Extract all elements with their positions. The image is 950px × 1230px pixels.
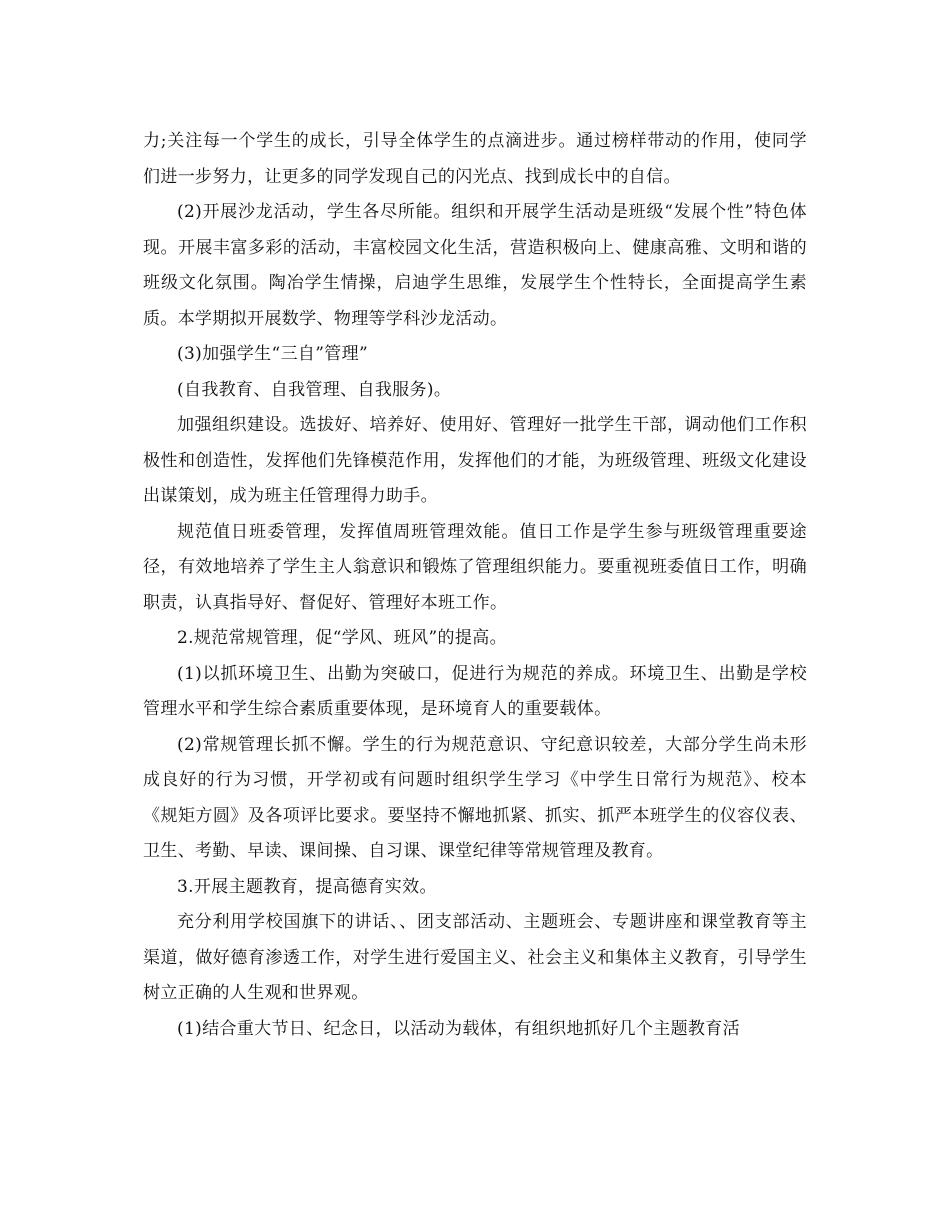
section-heading-3: 3.开展主题教育，提高德育实效。 (177, 876, 437, 897)
section-heading-2: 2.规范常规管理，促“学风、班风”的提高。 (177, 628, 507, 648)
paragraph-9: 充分利用学校国旗下的讲话、、团支部活动、主题班会、专题讲座和课堂教育等主渠道，做好德育渗透工作，对学生进行爱国主义、社会主义和集体主义教育，引导学生树立正确的人生观和世界观。 (143, 912, 807, 1003)
paragraph-5: 加强组织建设。选拔好、培养好、使用好、管理好一批学生干部，调动他们工作积极性和创造性，发挥他们先锋模范作用，发挥他们的才能，为班级管理、班级文化建设出谋策划，成为班主任管理得力助手。 (143, 415, 807, 506)
paragraph-6: 规范值日班委管理，发挥值周班管理效能。值日工作是学生参与班级管理重要途径，有效地培养了学生主人翁意识和锻炼了管理组织能力。要重视班委值日工作，明确职责，认真指导好、督促好、管理好本班工作。 (143, 521, 807, 613)
paragraph-8: (2)常规管理长抓不懈。学生的行为规范意识、守纪意识较差，大部分学生尚未形成良好的行为习惯，开学初或有问题时组织学生学习《中学生日常行为规范》、校本《规矩方圆》及各项评比要求。要坚持不懈地抓紧、抓实、抓严本班学生的仪容仪表、卫生、考勤、早读、课间操、自习课、课堂纪律等常规管理及教育。 (143, 734, 807, 861)
paragraph-2: (2)开展沙龙活动，学生各尽所能。组织和开展学生活动是班级“发展个性”特色体现。开展丰富多彩的活动，丰富校园文化生活，营造积极向上、健康高雅、文明和谐的班级文化氛围。陶冶学生情操，启迪学生思维，发展学生个性特长，全面提高学生素质。本学期拟开展数学、物理等学科沙龙活动。 (143, 202, 807, 329)
document-body (143, 124, 807, 1047)
paragraph-7: (1)以抓环境卫生、出勤为突破口，促进行为规范的养成。环境卫生、出勤是学校管理水平和学生综合素质重要体现，是环境育人的重要载体。 (143, 663, 807, 719)
paragraph-4: (自我教育、自我管理、自我服务)。 (177, 379, 452, 400)
paragraph-1: 力;关注每一个学生的成长，引导全体学生的点滴进步。通过榜样带动的作用，使同学们进一步努力，让更多的同学发现自己的闪光点、找到成长中的自信。 (143, 131, 807, 187)
paragraph-3: (3)加强学生“三自”管理” (177, 344, 369, 364)
paragraph-10: (1)结合重大节日、纪念日，以活动为载体，有组织地抓好几个主题教育活 (177, 1018, 740, 1039)
